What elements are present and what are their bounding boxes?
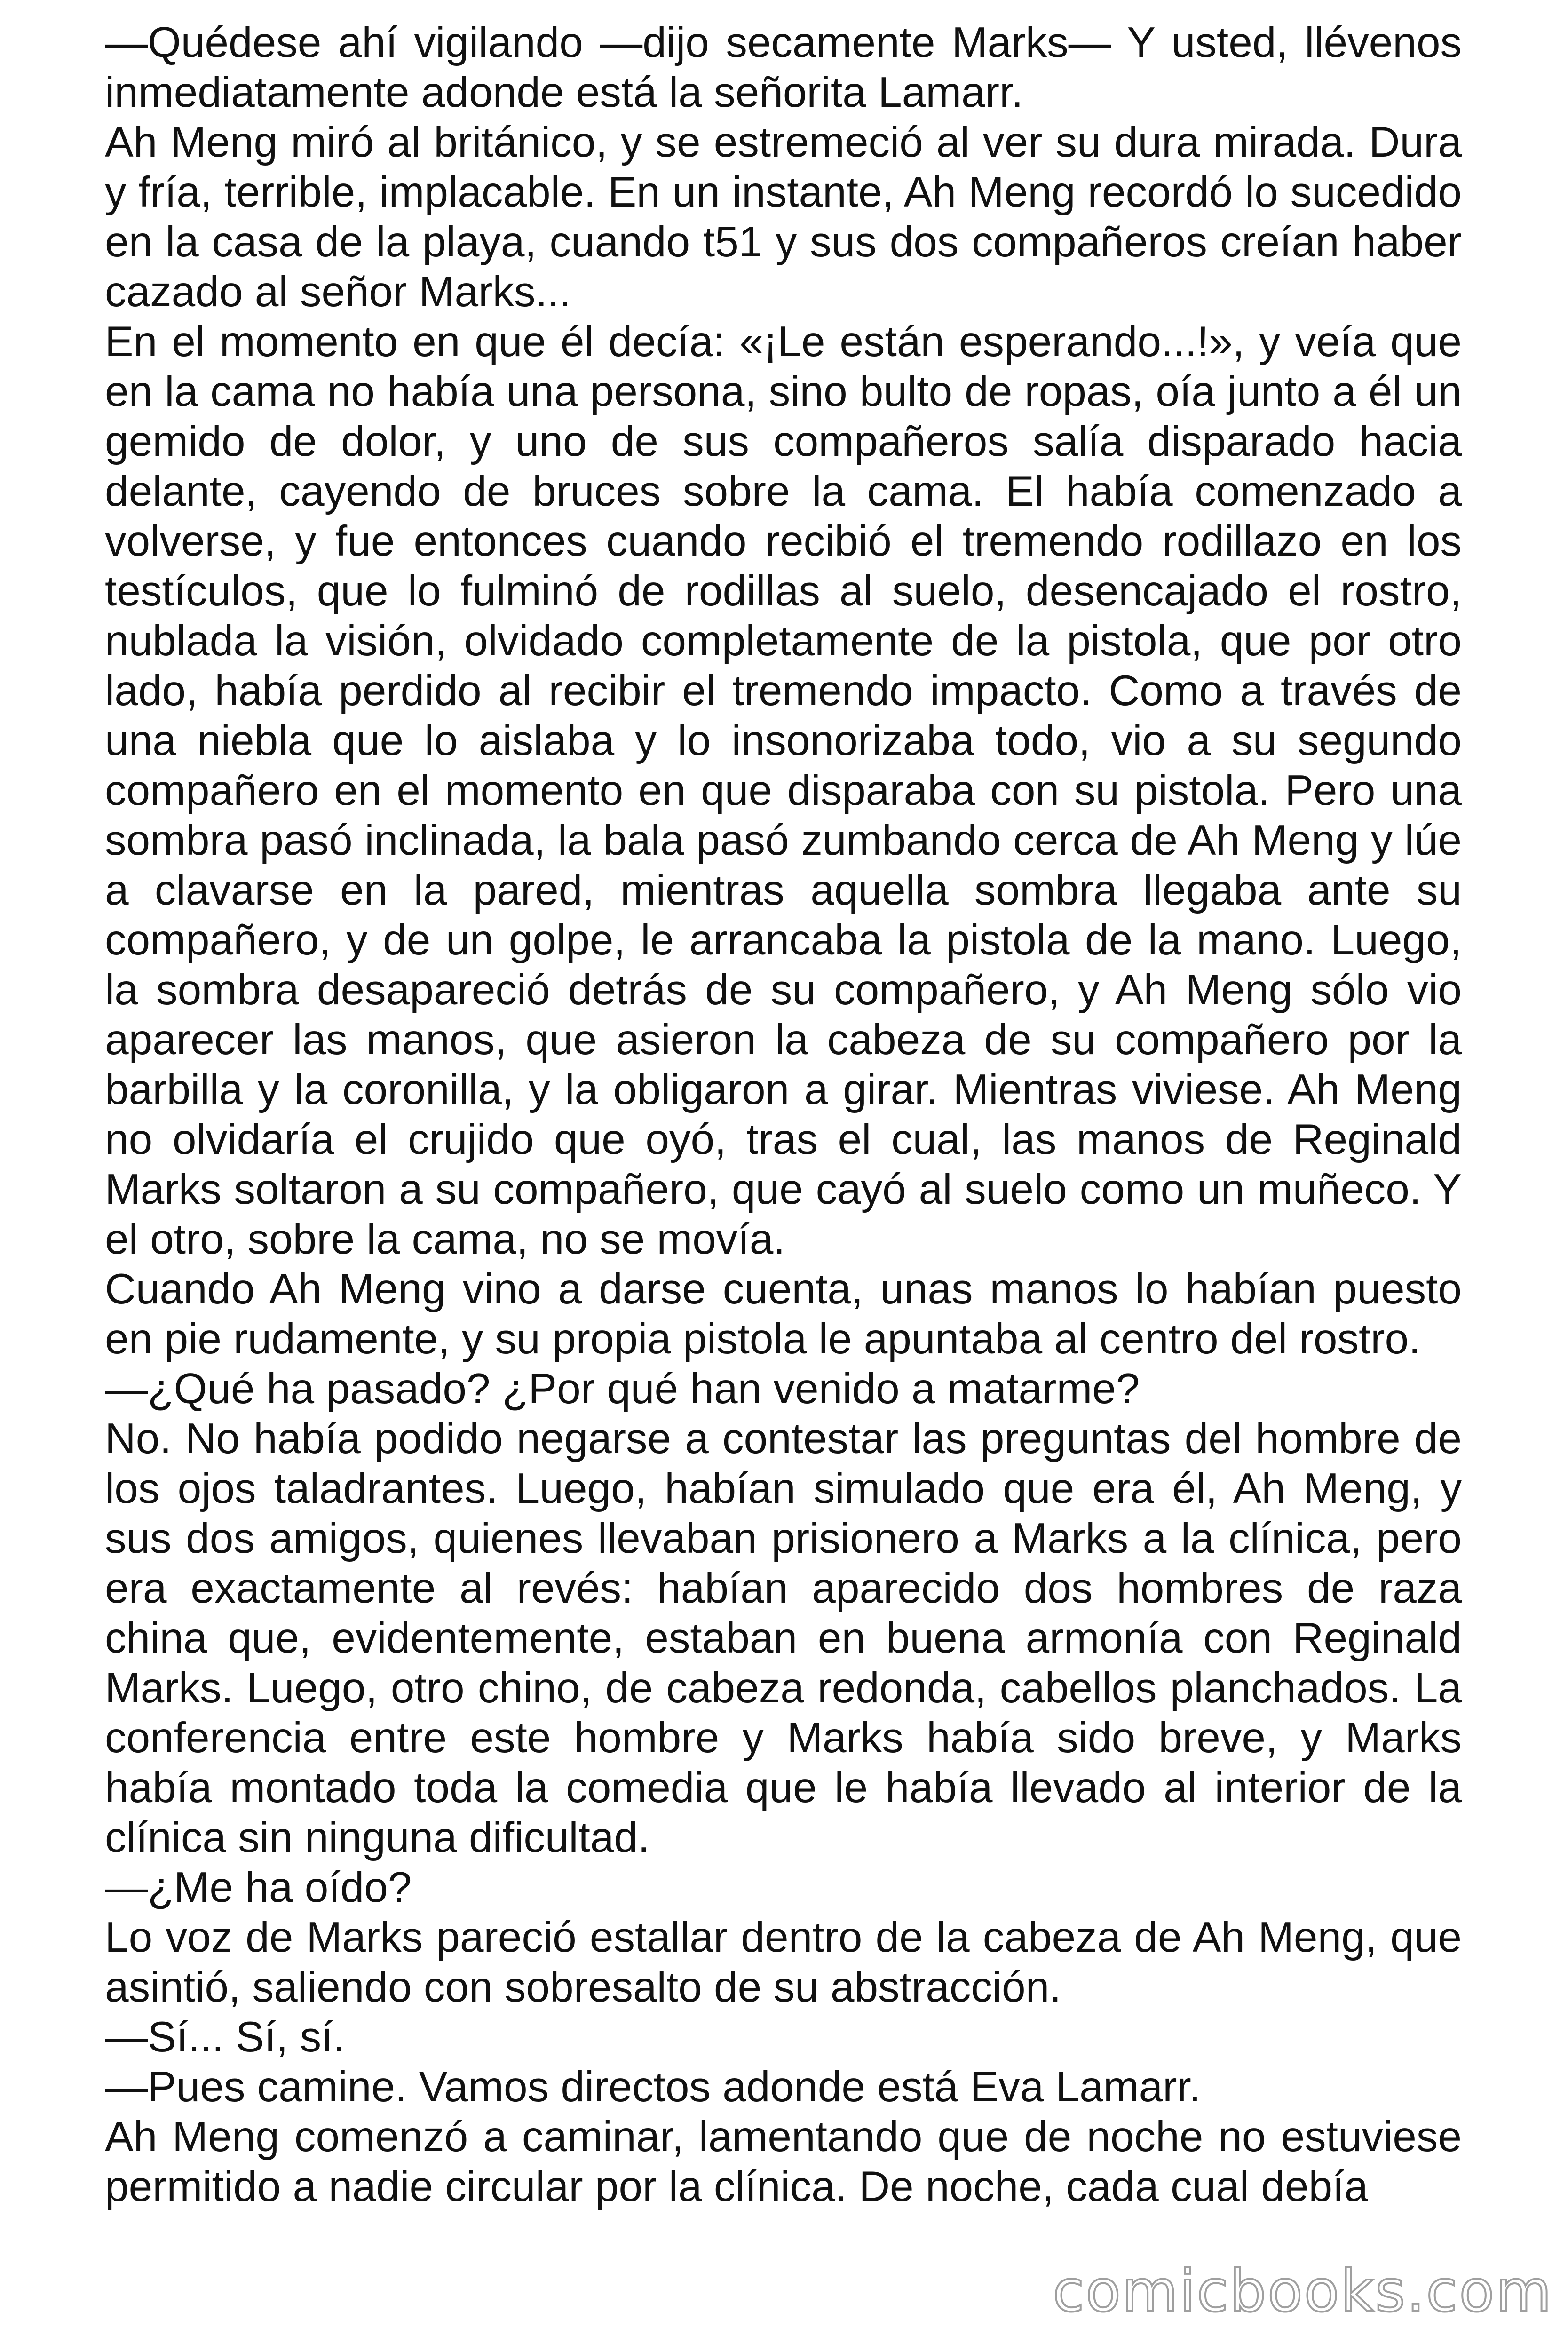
paragraph: En el momento en que él decía: «¡Le están esperando...!», y veía que en la cama no había una persona, sino bulto de ropas, oía junto a él un gemido de dolor, y uno de sus compañeros salía disparado hacia delante, cayendo de bruces sobre la cama. El había comenzado a volverse, y fue entonces cuando recibió el tremendo rodillazo en los testículos, que lo fulminó de rodillas al suelo, desencajado el rostro, nublada la visión, olvidado completamente de la pistola, que por otro lado, había perdido al recibir el tremendo impacto. Como a través de una niebla que lo aislaba y lo insonorizaba todo, vio a su segundo compañero en el momento en que disparaba con su pistola. Pero una sombra pasó inclinada, la bala pasó zumbando cerca de Ah Meng y lúe a clavarse en la pared, mientras aquella sombra llegaba ante su compañero, y de un golpe, le arrancaba la pistola de la mano. Luego, la sombra desapareció detrás de su compañero, y Ah Meng sólo vio aparecer las manos, que asieron la cabeza de su compañero por la barbilla y la coronilla, y la obligaron a girar. Mientras viviese. Ah Meng no olvidaría el crujido que oyó, tras el cual, las manos de Reginald Marks soltaron a su compañero, que cayó al suelo como un muñeco. Y el otro, sobre la cama, no se movía. bbox=[105, 318, 1462, 1263]
paragraph: Ah Meng miró al británico, y se estremeció al ver su dura mirada. Dura y fría, terrible, implacable. En un instante, Ah Meng recordó lo sucedido en la casa de la playa, cuando t51 y sus dos compañeros creían haber cazado al señor Marks... bbox=[105, 119, 1462, 316]
paragraph: —Sí... Sí, sí. bbox=[105, 2013, 345, 2061]
paragraph: —Pues camine. Vamos directos adonde está Eva Lamarr. bbox=[105, 2063, 1201, 2111]
paragraph: —Quédese ahí vigilando —dijo secamente Marks— Y usted, llévenos inmediatamente adonde está la señorita Lamarr. bbox=[105, 19, 1462, 116]
paragraph: —¿Qué ha pasado? ¿Por qué han venido a matarme? bbox=[105, 1365, 1140, 1413]
paragraph: Cuando Ah Meng vino a darse cuenta, unas manos lo habían puesto en pie rudamente, y su propia pistola le apuntaba al centro del rostro. bbox=[105, 1265, 1462, 1363]
paragraph: Lo voz de Marks pareció estallar dentro de la cabeza de Ah Meng, que asintió, saliendo con sobresalto de su abstracción. bbox=[105, 1914, 1462, 2011]
document-page bbox=[105, 18, 1462, 2212]
watermark: comicbooks.com bbox=[1053, 2258, 1553, 2325]
paragraph: No. No había podido negarse a contestar las preguntas del hombre de los ojos taladrantes. Luego, habían simulado que era él, Ah Meng, y sus dos amigos, quienes llevaban prisionero a Marks a la clínica, pero era exactamente al revés: habían aparecido dos hombres de raza china que, evidentemente, estaban en buena armonía con Reginald Marks. Luego, otro chino, de cabeza redonda, cabellos planchados. La conferencia entre este hombre y Marks había sido breve, y Marks había montado toda la comedia que le había llevado al interior de la clínica sin ninguna dificultad. bbox=[105, 1415, 1462, 1861]
paragraph: —¿Me ha oído? bbox=[105, 1864, 412, 1911]
paragraph: Ah Meng comenzó a caminar, lamentando que de noche no estuviese permitido a nadie circular por la clínica. De noche, cada cual debía bbox=[105, 2113, 1462, 2210]
